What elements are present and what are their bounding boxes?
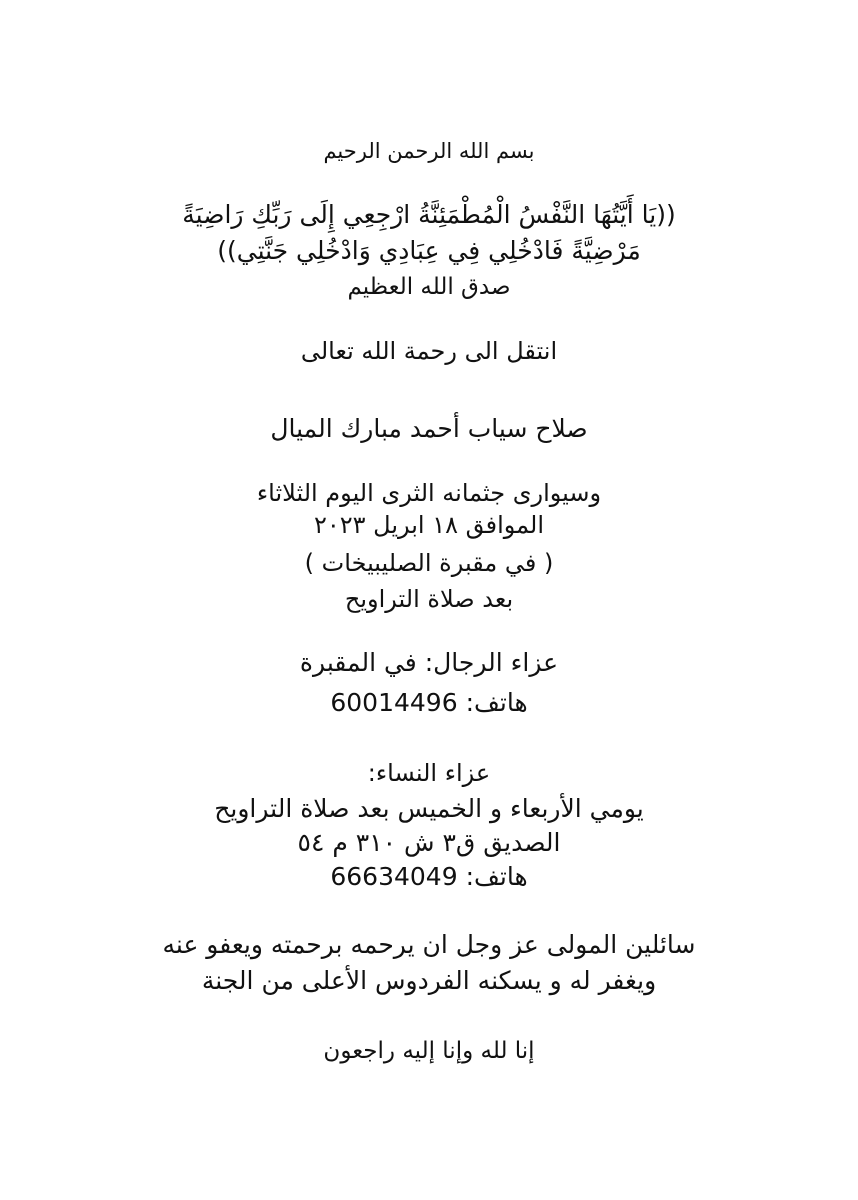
- basmala-heading: بسم الله الرحمن الرحيم: [323, 139, 535, 163]
- women-phone-label: هاتف:: [465, 862, 528, 891]
- burial-line-1: وسيوارى جثمانه الثرى اليوم الثلاثاء: [256, 479, 602, 507]
- women-condolence-address: الصديق ق٣ ش ٣١٠ م ٥٤: [297, 828, 561, 857]
- women-condolence-heading: عزاء النساء:: [367, 759, 491, 787]
- burial-place-line: ( في مقبرة الصليبيخات ): [304, 549, 554, 577]
- deceased-name: صلاح سياب أحمد مبارك الميال: [270, 414, 588, 443]
- men-phone-line: [120, 688, 738, 718]
- burial-time-line: بعد صلاة التراويح: [344, 585, 514, 613]
- prayer-line-2: ويغفر له و يسكنه الفردوس الأعلى من الجنة: [201, 966, 657, 995]
- prayer-line-1: سائلين المولى عز وجل ان يرحمه برحمته ويعفو عنه: [162, 930, 696, 959]
- sadaq-line: صدق الله العظيم: [347, 274, 511, 300]
- women-phone-line: [120, 862, 738, 892]
- women-phone-number: 66634049: [330, 862, 458, 891]
- quran-verse-line-2: مَرْضِيَّةً فَادْخُلِي فِي عِبَادِي وَادْخُلِي جَنَّتِي)): [217, 236, 641, 265]
- passed-away-line: انتقل الى رحمة الله تعالى: [300, 337, 558, 365]
- men-phone-number: 60014496: [330, 688, 458, 717]
- burial-date-line: الموافق ١٨ ابريل ٢٠٢٣: [313, 511, 545, 539]
- closing-phrase: إنا لله وإنا إليه راجعون: [323, 1038, 535, 1064]
- men-condolence-line: عزاء الرجال: في المقبرة: [299, 648, 559, 677]
- women-condolence-days: يومي الأربعاء و الخميس بعد صلاة التراويح: [214, 794, 644, 823]
- quran-verse-line-1: ((يَا أَيَّتُهَا النَّفْسُ الْمُطْمَئِنَّةُ ارْجِعِي إِلَى رَبِّكِ رَاضِيَةً: [182, 200, 676, 229]
- men-phone-label: هاتف:: [465, 688, 528, 717]
